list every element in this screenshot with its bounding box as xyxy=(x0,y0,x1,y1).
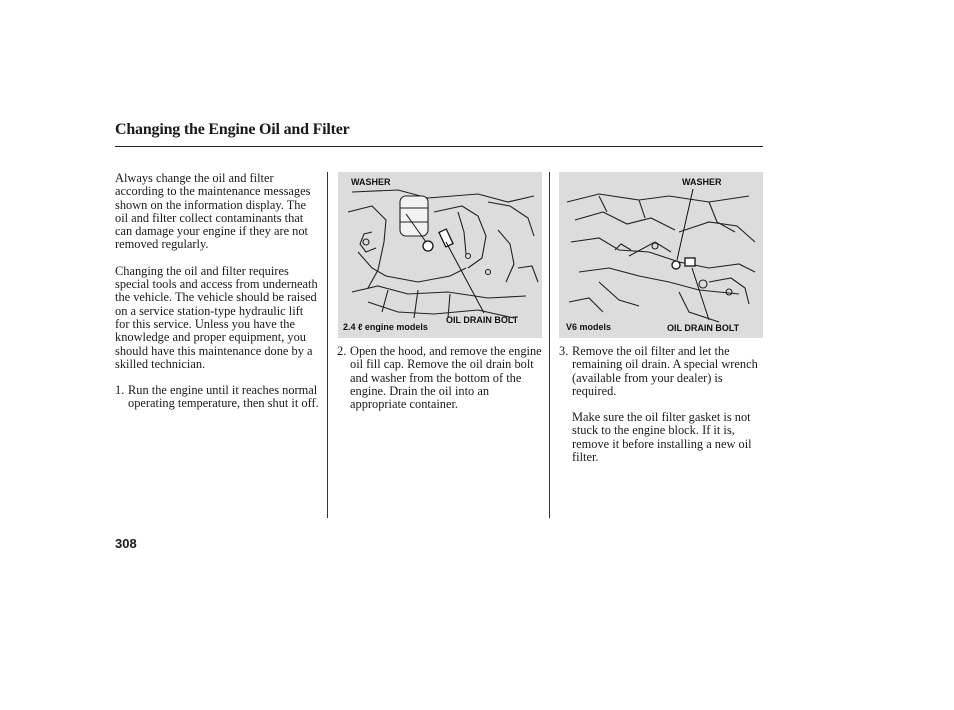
step-3 xyxy=(559,345,764,398)
page-title: Changing the Engine Oil and Filter xyxy=(115,121,350,138)
step-2-number: 2. xyxy=(337,344,347,358)
washer-label: WASHER xyxy=(351,177,391,187)
column-3 xyxy=(559,345,764,464)
column-1 xyxy=(115,172,320,411)
engine-illustration-1 xyxy=(338,172,542,338)
oil-drain-bolt-label: OIL DRAIN BOLT xyxy=(667,323,740,333)
gasket-note: Make sure the oil filter gasket is not stuck to the engine block. If it is, remove it before installing a new oil filter. xyxy=(572,410,752,465)
column-divider-2 xyxy=(549,172,550,518)
step-2-text: Open the hood, and remove the engine oil fill cap. Remove the oil drain bolt and washer from the bottom of the engine. Drain the oil into an appropriate container. xyxy=(350,344,542,412)
engine-illustration-2 xyxy=(559,172,763,338)
figure-v6-engine xyxy=(559,172,763,338)
step-1-number: 1. xyxy=(115,383,125,398)
column-2 xyxy=(337,345,545,411)
figure-caption: V6 models xyxy=(566,322,612,332)
intro-paragraph: Always change the oil and filter according to the maintenance messages shown on the information display. The oil and filter collect contaminants that can damage your engine if they are not removed regularly. xyxy=(115,171,311,252)
step-1 xyxy=(115,384,320,411)
step-3-text: Remove the oil filter and let the remaining oil drain. A special wrench (available from your dealer) is required. xyxy=(572,344,758,398)
column-divider-1 xyxy=(327,172,328,518)
oil-drain-bolt-label: OIL DRAIN BOLT xyxy=(446,315,519,325)
figure-caption: 2.4 ℓ engine models xyxy=(343,322,428,332)
step-1-text: Run the engine until it reaches normal operating temperature, then shut it off. xyxy=(128,383,319,411)
page-number: 308 xyxy=(115,536,137,551)
tools-paragraph: Changing the oil and filter requires special tools and access from underneath the vehicle. The vehicle should be raised on a service station-type hydraulic lift for this service. Unless you have the knowledge and proper equipment, you should have this maintenance done by a skilled technician. xyxy=(115,263,318,371)
washer-label: WASHER xyxy=(682,177,722,187)
figure-2-4-engine xyxy=(338,172,542,338)
title-rule xyxy=(115,146,763,147)
step-2 xyxy=(337,345,545,411)
step-3-number: 3. xyxy=(559,344,569,358)
